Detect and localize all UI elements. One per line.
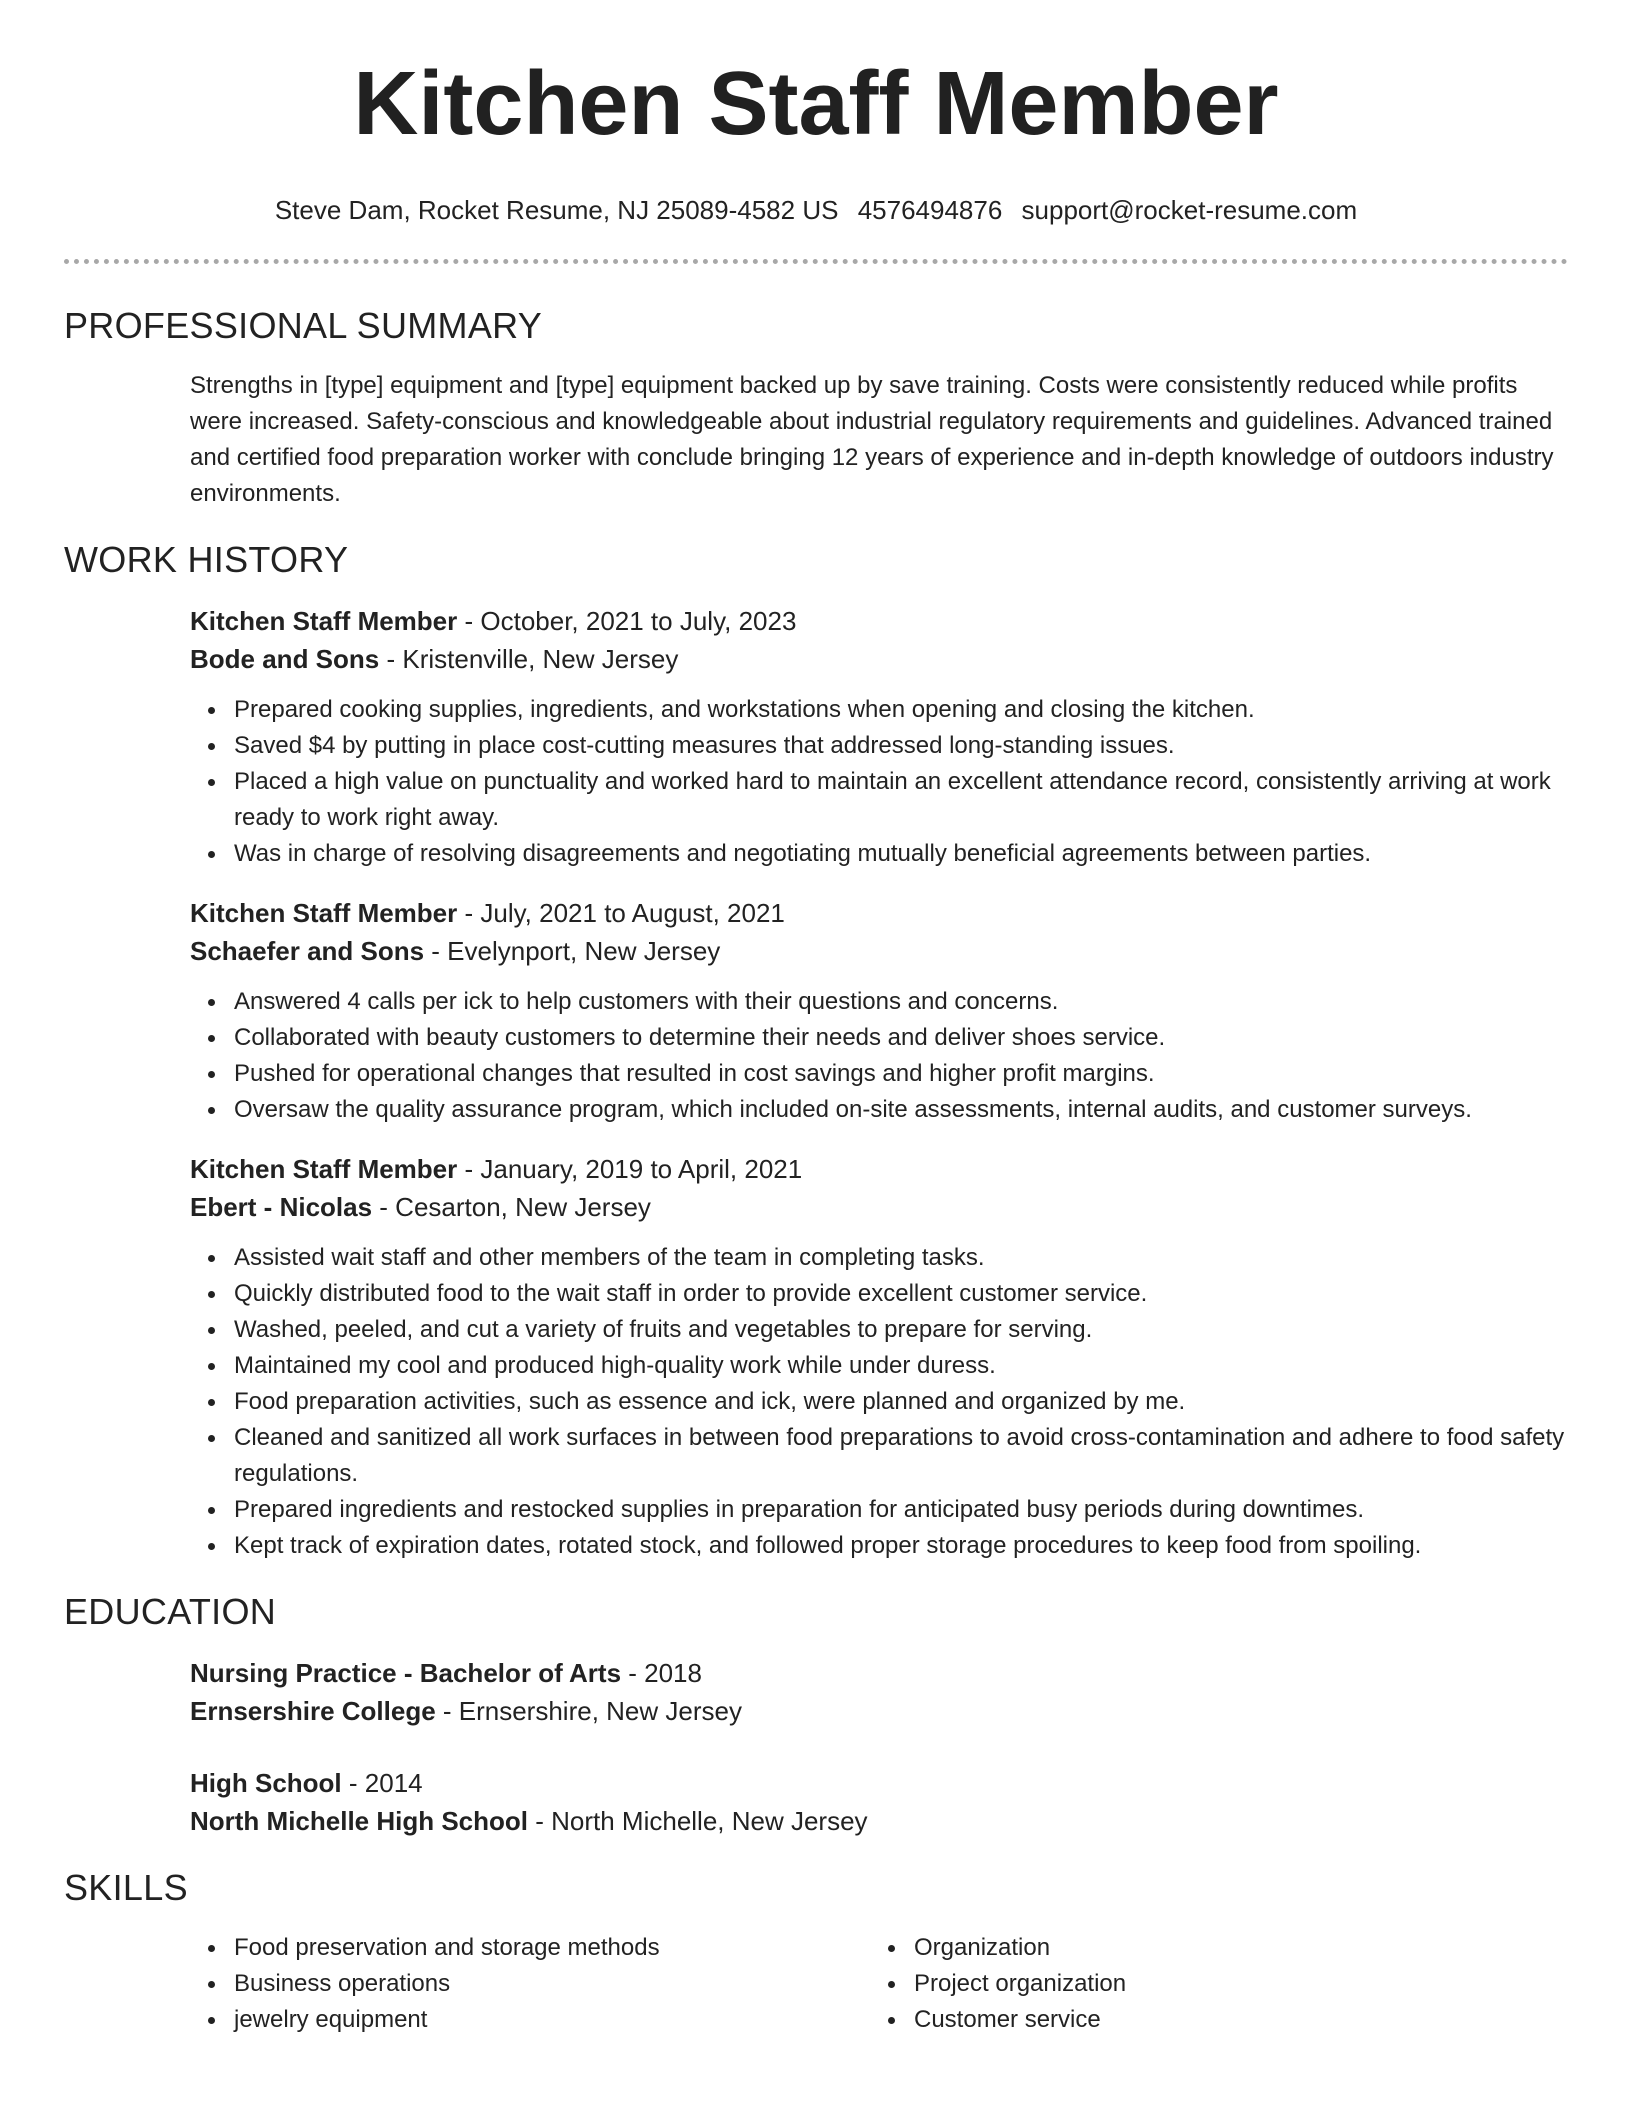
job-title-line: [190, 1150, 1568, 1188]
job-entry: [190, 1150, 1568, 1564]
list-item: Pushed for operational changes that resulted in cost savings and higher profit margins.: [234, 1056, 1568, 1092]
education-degree: High School: [190, 1768, 342, 1798]
education-school: Ernsershire College: [190, 1696, 436, 1726]
list-item: Saved $4 by putting in place cost-cutting measures that addressed long-standing issues.: [234, 728, 1568, 764]
header-divider: [64, 259, 1568, 264]
job-company-line: [190, 932, 1568, 970]
contact-phone: 4576494876: [857, 195, 1003, 225]
education-school-line: [190, 1802, 1568, 1840]
education-degree: Nursing Practice - Bachelor of Arts: [190, 1658, 622, 1688]
job-location: - Cesarton, New Jersey: [372, 1192, 651, 1222]
skill-item: Project organization: [914, 1966, 1550, 2002]
job-title-line: [190, 894, 1568, 932]
skills-columns: [190, 1930, 1568, 2038]
education-section: [64, 1590, 1568, 1840]
skills-column-right: [870, 1930, 1550, 2038]
job-company: Bode and Sons: [190, 644, 380, 674]
skill-item: Food preservation and storage methods: [234, 1930, 870, 1966]
job-bullets: [190, 1240, 1568, 1564]
job-title: Kitchen Staff Member: [190, 898, 458, 928]
list-item: Assisted wait staff and other members of the team in completing tasks.: [234, 1240, 1568, 1276]
skills-section: [64, 1866, 1568, 2038]
job-dates: - July, 2021 to August, 2021: [457, 898, 785, 928]
contact-email: support@rocket-resume.com: [1021, 195, 1358, 225]
skill-item: jewelry equipment: [234, 2002, 870, 2038]
education-year: - 2018: [621, 1658, 702, 1688]
job-location: - Kristenville, New Jersey: [379, 644, 679, 674]
skills-list-right: [870, 1930, 1550, 2038]
education-school: North Michelle High School: [190, 1806, 529, 1836]
job-company: Ebert - Nicolas: [190, 1192, 373, 1222]
list-item: Quickly distributed food to the wait staff in order to provide excellent customer service.: [234, 1276, 1568, 1312]
education-school-line: [190, 1692, 1568, 1730]
job-title: Kitchen Staff Member: [190, 1154, 458, 1184]
list-item: Placed a high value on punctuality and worked hard to maintain an excellent attendance record, consistently arriving at work ready to work right away.: [234, 764, 1568, 836]
contact-line: [0, 194, 1632, 226]
section-heading-summary: PROFESSIONAL SUMMARY: [64, 305, 543, 346]
skill-item: Organization: [914, 1930, 1550, 1966]
resume-title: Kitchen Staff Member: [353, 54, 1279, 154]
summary-text: Strengths in [type] equipment and [type] equipment backed up by save training. Costs were consistently reduced while profits were increased. Safety-conscious and knowledgeable about industrial regulatory requirements and guidelines. Advanced trained and certified food preparation worker with conclude bringing 12 years of experience and in-depth knowledge of outdoors industry environments.: [190, 372, 1554, 507]
job-location: - Evelynport, New Jersey: [424, 936, 721, 966]
skills-list-left: [190, 1930, 870, 2038]
job-company-line: [190, 640, 1568, 678]
job-bullets: [190, 692, 1568, 872]
contact-address: Steve Dam, Rocket Resume, NJ 25089-4582 US: [274, 195, 839, 225]
list-item: Was in charge of resolving disagreements and negotiating mutually beneficial agreements between parties.: [234, 836, 1568, 872]
education-year: - 2014: [341, 1768, 423, 1798]
list-item: Kept track of expiration dates, rotated stock, and followed proper storage procedures to keep food from spoiling.: [234, 1528, 1568, 1564]
job-title-line: [190, 602, 1568, 640]
list-item: Prepared ingredients and restocked supplies in preparation for anticipated busy periods during downtimes.: [234, 1492, 1568, 1528]
section-heading-work: WORK HISTORY: [64, 539, 349, 580]
section-heading-education: EDUCATION: [64, 1591, 277, 1632]
education-entry: [190, 1654, 1568, 1730]
list-item: Washed, peeled, and cut a variety of fruits and vegetables to prepare for serving.: [234, 1312, 1568, 1348]
skill-item: Customer service: [914, 2002, 1550, 2038]
list-item: Maintained my cool and produced high-quality work while under duress.: [234, 1348, 1568, 1384]
list-item: Oversaw the quality assurance program, which included on-site assessments, internal audits, and customer surveys.: [234, 1092, 1568, 1128]
skill-item: Business operations: [234, 1966, 870, 2002]
summary-section: [64, 304, 1568, 512]
job-company: Schaefer and Sons: [190, 936, 425, 966]
education-location: - Ernsershire, New Jersey: [435, 1696, 742, 1726]
job-title: Kitchen Staff Member: [190, 606, 458, 636]
education-location: - North Michelle, New Jersey: [528, 1806, 868, 1836]
job-dates: - January, 2019 to April, 2021: [457, 1154, 803, 1184]
job-company-line: [190, 1188, 1568, 1226]
list-item: Prepared cooking supplies, ingredients, and workstations when opening and closing the kitchen.: [234, 692, 1568, 728]
skills-column-left: [190, 1930, 870, 2038]
education-degree-line: [190, 1654, 1568, 1692]
education-entry: [190, 1764, 1568, 1840]
work-section: [64, 538, 1568, 1564]
list-item: Cleaned and sanitized all work surfaces in between food preparations to avoid cross-contamination and adhere to food safety regulations.: [234, 1420, 1568, 1492]
education-degree-line: [190, 1764, 1568, 1802]
job-entry: [190, 894, 1568, 1128]
section-heading-skills: SKILLS: [64, 1867, 188, 1908]
list-item: Answered 4 calls per ick to help customers with their questions and concerns.: [234, 984, 1568, 1020]
job-entry: [190, 602, 1568, 872]
list-item: Collaborated with beauty customers to determine their needs and deliver shoes service.: [234, 1020, 1568, 1056]
list-item: Food preparation activities, such as essence and ick, were planned and organized by me.: [234, 1384, 1568, 1420]
job-bullets: [190, 984, 1568, 1128]
job-dates: - October, 2021 to July, 2023: [457, 606, 797, 636]
